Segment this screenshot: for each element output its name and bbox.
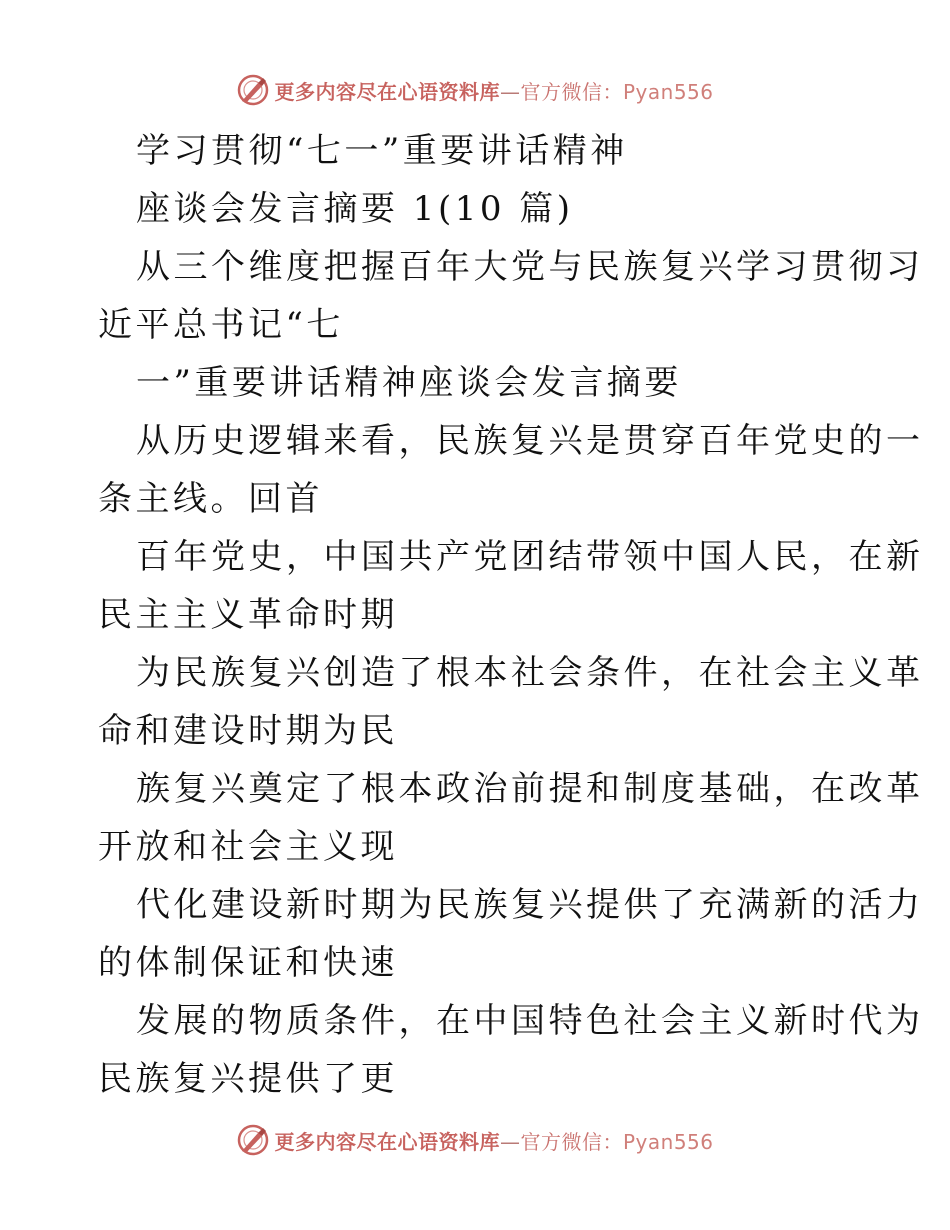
document-line: 为民族复兴创造了根本社会条件，在社会主义革 — [136, 653, 924, 693]
document-line: 发展的物质条件，在中国特色社会主义新时代为 — [136, 1001, 924, 1041]
watermark-text — [274, 76, 713, 105]
pen-circle-logo-icon — [236, 1123, 270, 1157]
document-line: 近平总书记“七 — [98, 305, 344, 345]
document-body — [98, 122, 924, 1108]
watermark-wechat-label: 官方微信： — [520, 1129, 623, 1154]
document-line: 一”重要讲话精神座谈会发言摘要 — [136, 363, 682, 403]
watermark-footer — [0, 1120, 950, 1160]
watermark-wechat-label: 官方微信： — [520, 79, 623, 104]
document-line: 民主主义革命时期 — [98, 595, 398, 635]
document-line: 学习贯彻“七一”重要讲话精神 — [136, 131, 628, 171]
watermark-wechat-id: Pyan556 — [622, 1129, 714, 1154]
document-line: 的体制保证和快速 — [98, 943, 398, 983]
watermark-text — [274, 1126, 713, 1155]
document-line: 代化建设新时期为民族复兴提供了充满新的活力 — [136, 885, 924, 925]
watermark-separator: — — [499, 79, 521, 104]
document-line: 从三个维度把握百年大党与民族复兴学习贯彻习 — [136, 247, 924, 287]
document-line: 命和建设时期为民 — [98, 711, 398, 751]
document-line: 百年党史，中国共产党团结带领中国人民，在新 — [136, 537, 924, 577]
watermark-main-text: 更多内容尽在心语资料库 — [274, 79, 500, 104]
document-line: 族复兴奠定了根本政治前提和制度基础，在改革 — [136, 769, 924, 809]
watermark-main-text: 更多内容尽在心语资料库 — [274, 1129, 500, 1154]
document-line: 条主线。回首 — [98, 479, 323, 519]
watermark-header — [0, 70, 950, 110]
document-line: 座谈会发言摘要 1(10 篇) — [136, 189, 574, 229]
document-line: 开放和社会主义现 — [98, 827, 398, 867]
document-line: 民族复兴提供了更 — [98, 1059, 398, 1099]
watermark-wechat-id: Pyan556 — [622, 79, 714, 104]
document-line: 从历史逻辑来看，民族复兴是贯穿百年党史的一 — [136, 421, 924, 461]
watermark-separator: — — [499, 1129, 521, 1154]
pen-circle-logo-icon — [236, 73, 270, 107]
